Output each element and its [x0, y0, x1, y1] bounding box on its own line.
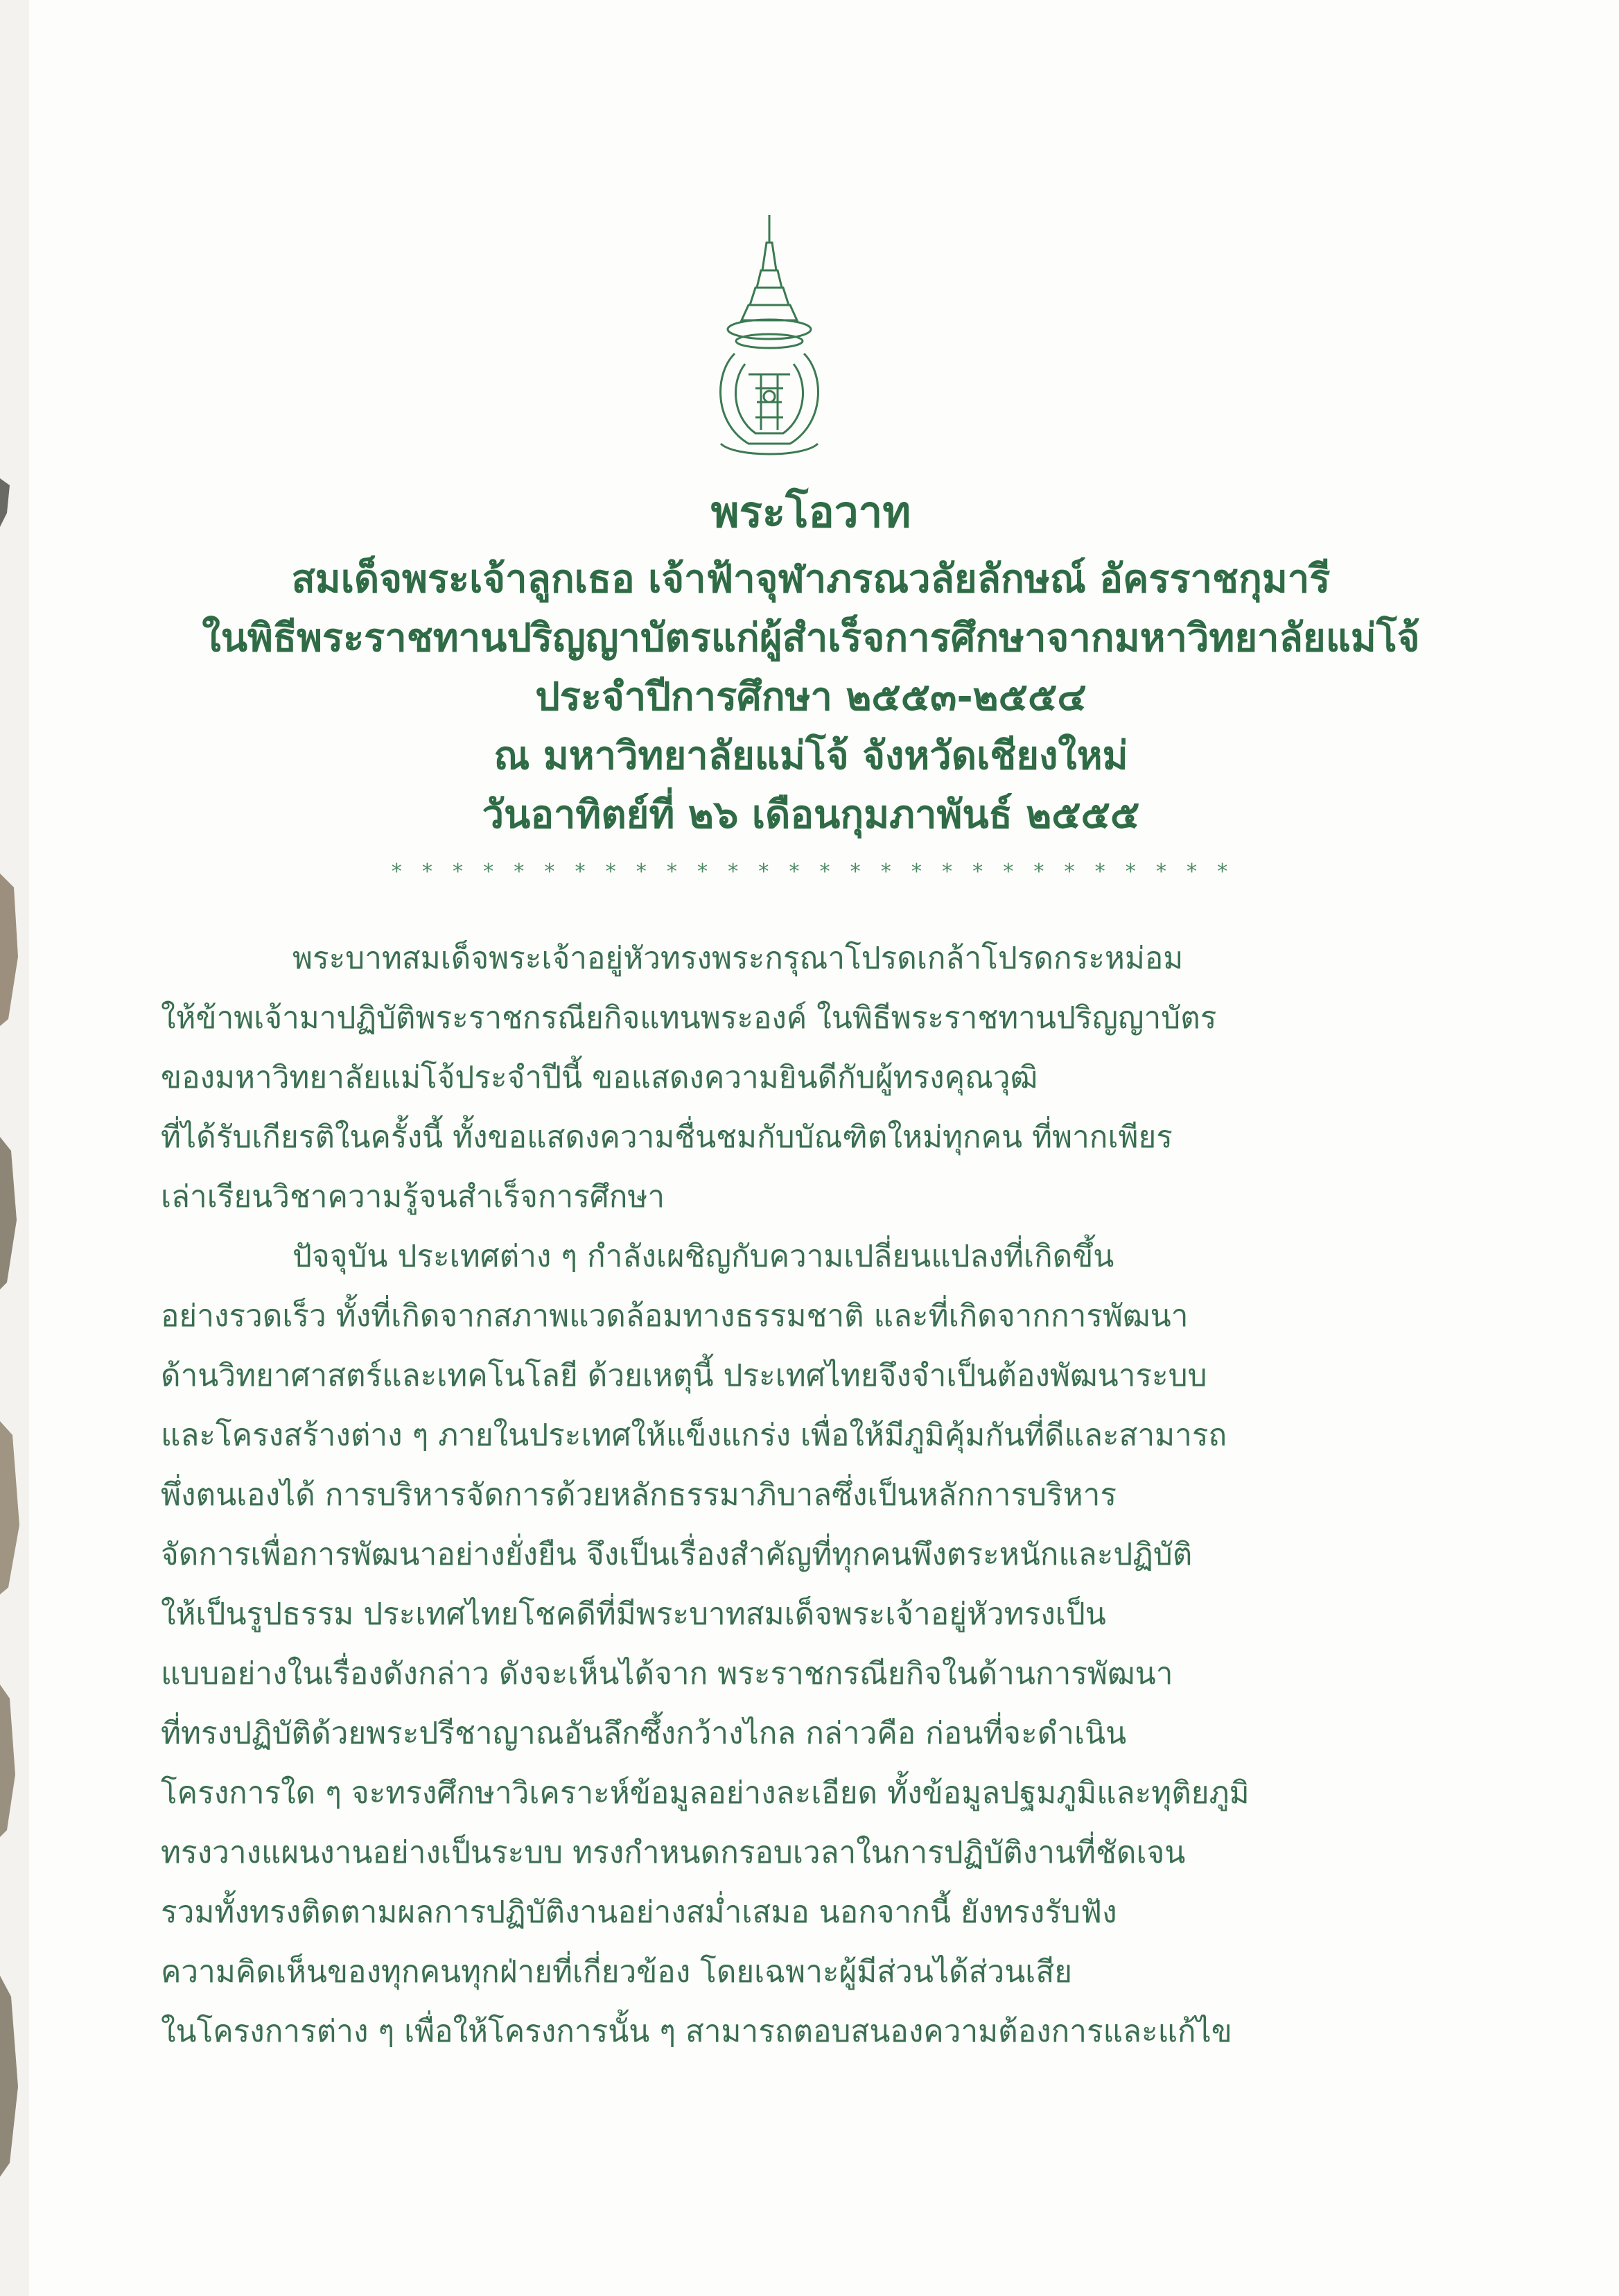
body-line: ด้านวิทยาศาสตร์และเทคโนโลยี ด้วยเหตุนี้ ประเทศไทยจึงจำเป็นต้องพัฒนาระบบ	[161, 1358, 1207, 1393]
body-line: ที่ได้รับเกียรติในครั้งนี้ ทั้งขอแสดงความชื่นชมกับบัณฑิตใหม่ทุกคน ที่พากเพียร	[161, 1120, 1173, 1155]
body-line: ที่ทรงปฏิบัติด้วยพระปรีชาญาณอันลึกซึ้งกว้างไกล กล่าวคือ ก่อนที่จะดำเนิน	[161, 1716, 1127, 1751]
torn-edge-decoration	[0, 0, 29, 2296]
body-line: โครงการใด ๆ จะทรงศึกษาวิเคราะห์ข้อมูลอย่างละเอียด ทั้งข้อมูลปฐมภูมิและทุติยภูมิ	[161, 1775, 1250, 1811]
body-line: ปัจจุบัน ประเทศต่าง ๆ กำลังเผชิญกับความเปลี่ยนแปลงที่เกิดขึ้น	[292, 1239, 1114, 1274]
body-line: ความคิดเห็นของทุกคนทุกฝ่ายที่เกี่ยวข้อง โดยเฉพาะผู้มีส่วนได้ส่วนเสีย	[161, 1954, 1072, 1990]
body-line: ให้ข้าพเจ้ามาปฏิบัติพระราชกรณียกิจแทนพระองค์ ในพิธีพระราชทานปริญญาบัตร	[161, 1000, 1217, 1036]
body-line: แบบอย่างในเรื่องดังกล่าว ดังจะเห็นได้จาก พระราชกรณียกิจในด้านการพัฒนา	[161, 1656, 1173, 1691]
body-line: ทรงวางแผนงานอย่างเป็นระบบ ทรงกำหนดกรอบเวลาในการปฏิบัติงานที่ชัดเจน	[161, 1835, 1186, 1870]
document-title: พระโอวาท	[710, 487, 911, 537]
body-line: เล่าเรียนวิชาความรู้จนสำเร็จการศึกษา	[161, 1179, 665, 1215]
body-line: จัดการเพื่อการพัฒนาอย่างยั่งยืน จึงเป็นเรื่องสำคัญที่ทุกคนพึงตระหนักและปฏิบัติ	[161, 1537, 1193, 1572]
heading-line-presenter: สมเด็จพระเจ้าลูกเธอ เจ้าฟ้าจุฬาภรณวลัยลักษณ์ อัครราชกุมารี	[291, 557, 1331, 602]
body-line: พึ่งตนเองได้ การบริหารจัดการด้วยหลักธรรมาภิบาลซึ่งเป็นหลักการบริหาร	[161, 1477, 1117, 1513]
body-line: ของมหาวิทยาลัยแม่โจ้ประจำปีนี้ ขอแสดงความยินดีกับผู้ทรงคุณวุฒิ	[161, 1060, 1038, 1095]
body-line: ให้เป็นรูปธรรม ประเทศไทยโชคดีที่มีพระบาทสมเด็จพระเจ้าอยู่หัวทรงเป็น	[161, 1597, 1106, 1632]
speech-body	[161, 929, 1381, 2062]
heading-line-ceremony: ในพิธีพระราชทานปริญญาบัตรแก่ผู้สำเร็จการศึกษาจากมหาวิทยาลัยแม่โจ้	[202, 616, 1420, 661]
body-line: และโครงสร้างต่าง ๆ ภายในประเทศให้แข็งแกร่ง เพื่อให้มีภูมิคุ้มกันที่ดีและสามารถ	[161, 1418, 1227, 1453]
body-line: ในโครงการต่าง ๆ เพื่อให้โครงการนั้น ๆ สามารถตอบสนองความต้องการและแก้ไข	[161, 2014, 1232, 2049]
royal-cypher-emblem-icon	[707, 215, 832, 464]
body-line: รวมทั้งทรงติดตามผลการปฏิบัติงานอย่างสม่ำเสมอ นอกจากนี้ ยังทรงรับฟัง	[161, 1895, 1117, 1930]
heading-line-location: ณ มหาวิทยาลัยแม่โจ้ จังหวัดเชียงใหม่	[493, 733, 1128, 779]
body-line: อย่างรวดเร็ว ทั้งที่เกิดจากสภาพแวดล้อมทางธรรมชาติ และที่เกิดจากการพัฒนา	[161, 1298, 1189, 1334]
heading-line-academic-year: ประจำปีการศึกษา ๒๕๕๓-๒๕๕๔	[535, 675, 1087, 720]
separator: * * * * * * * * * * * * * * * * * * * * * * * * * * * *	[390, 860, 1232, 884]
heading-line-date: วันอาทิตย์ที่ ๒๖ เดือนกุมภาพันธ์ ๒๕๕๕	[482, 792, 1140, 837]
body-line: พระบาทสมเด็จพระเจ้าอยู่หัวทรงพระกรุณาโปรดเกล้าโปรดกระหม่อม	[292, 941, 1184, 976]
